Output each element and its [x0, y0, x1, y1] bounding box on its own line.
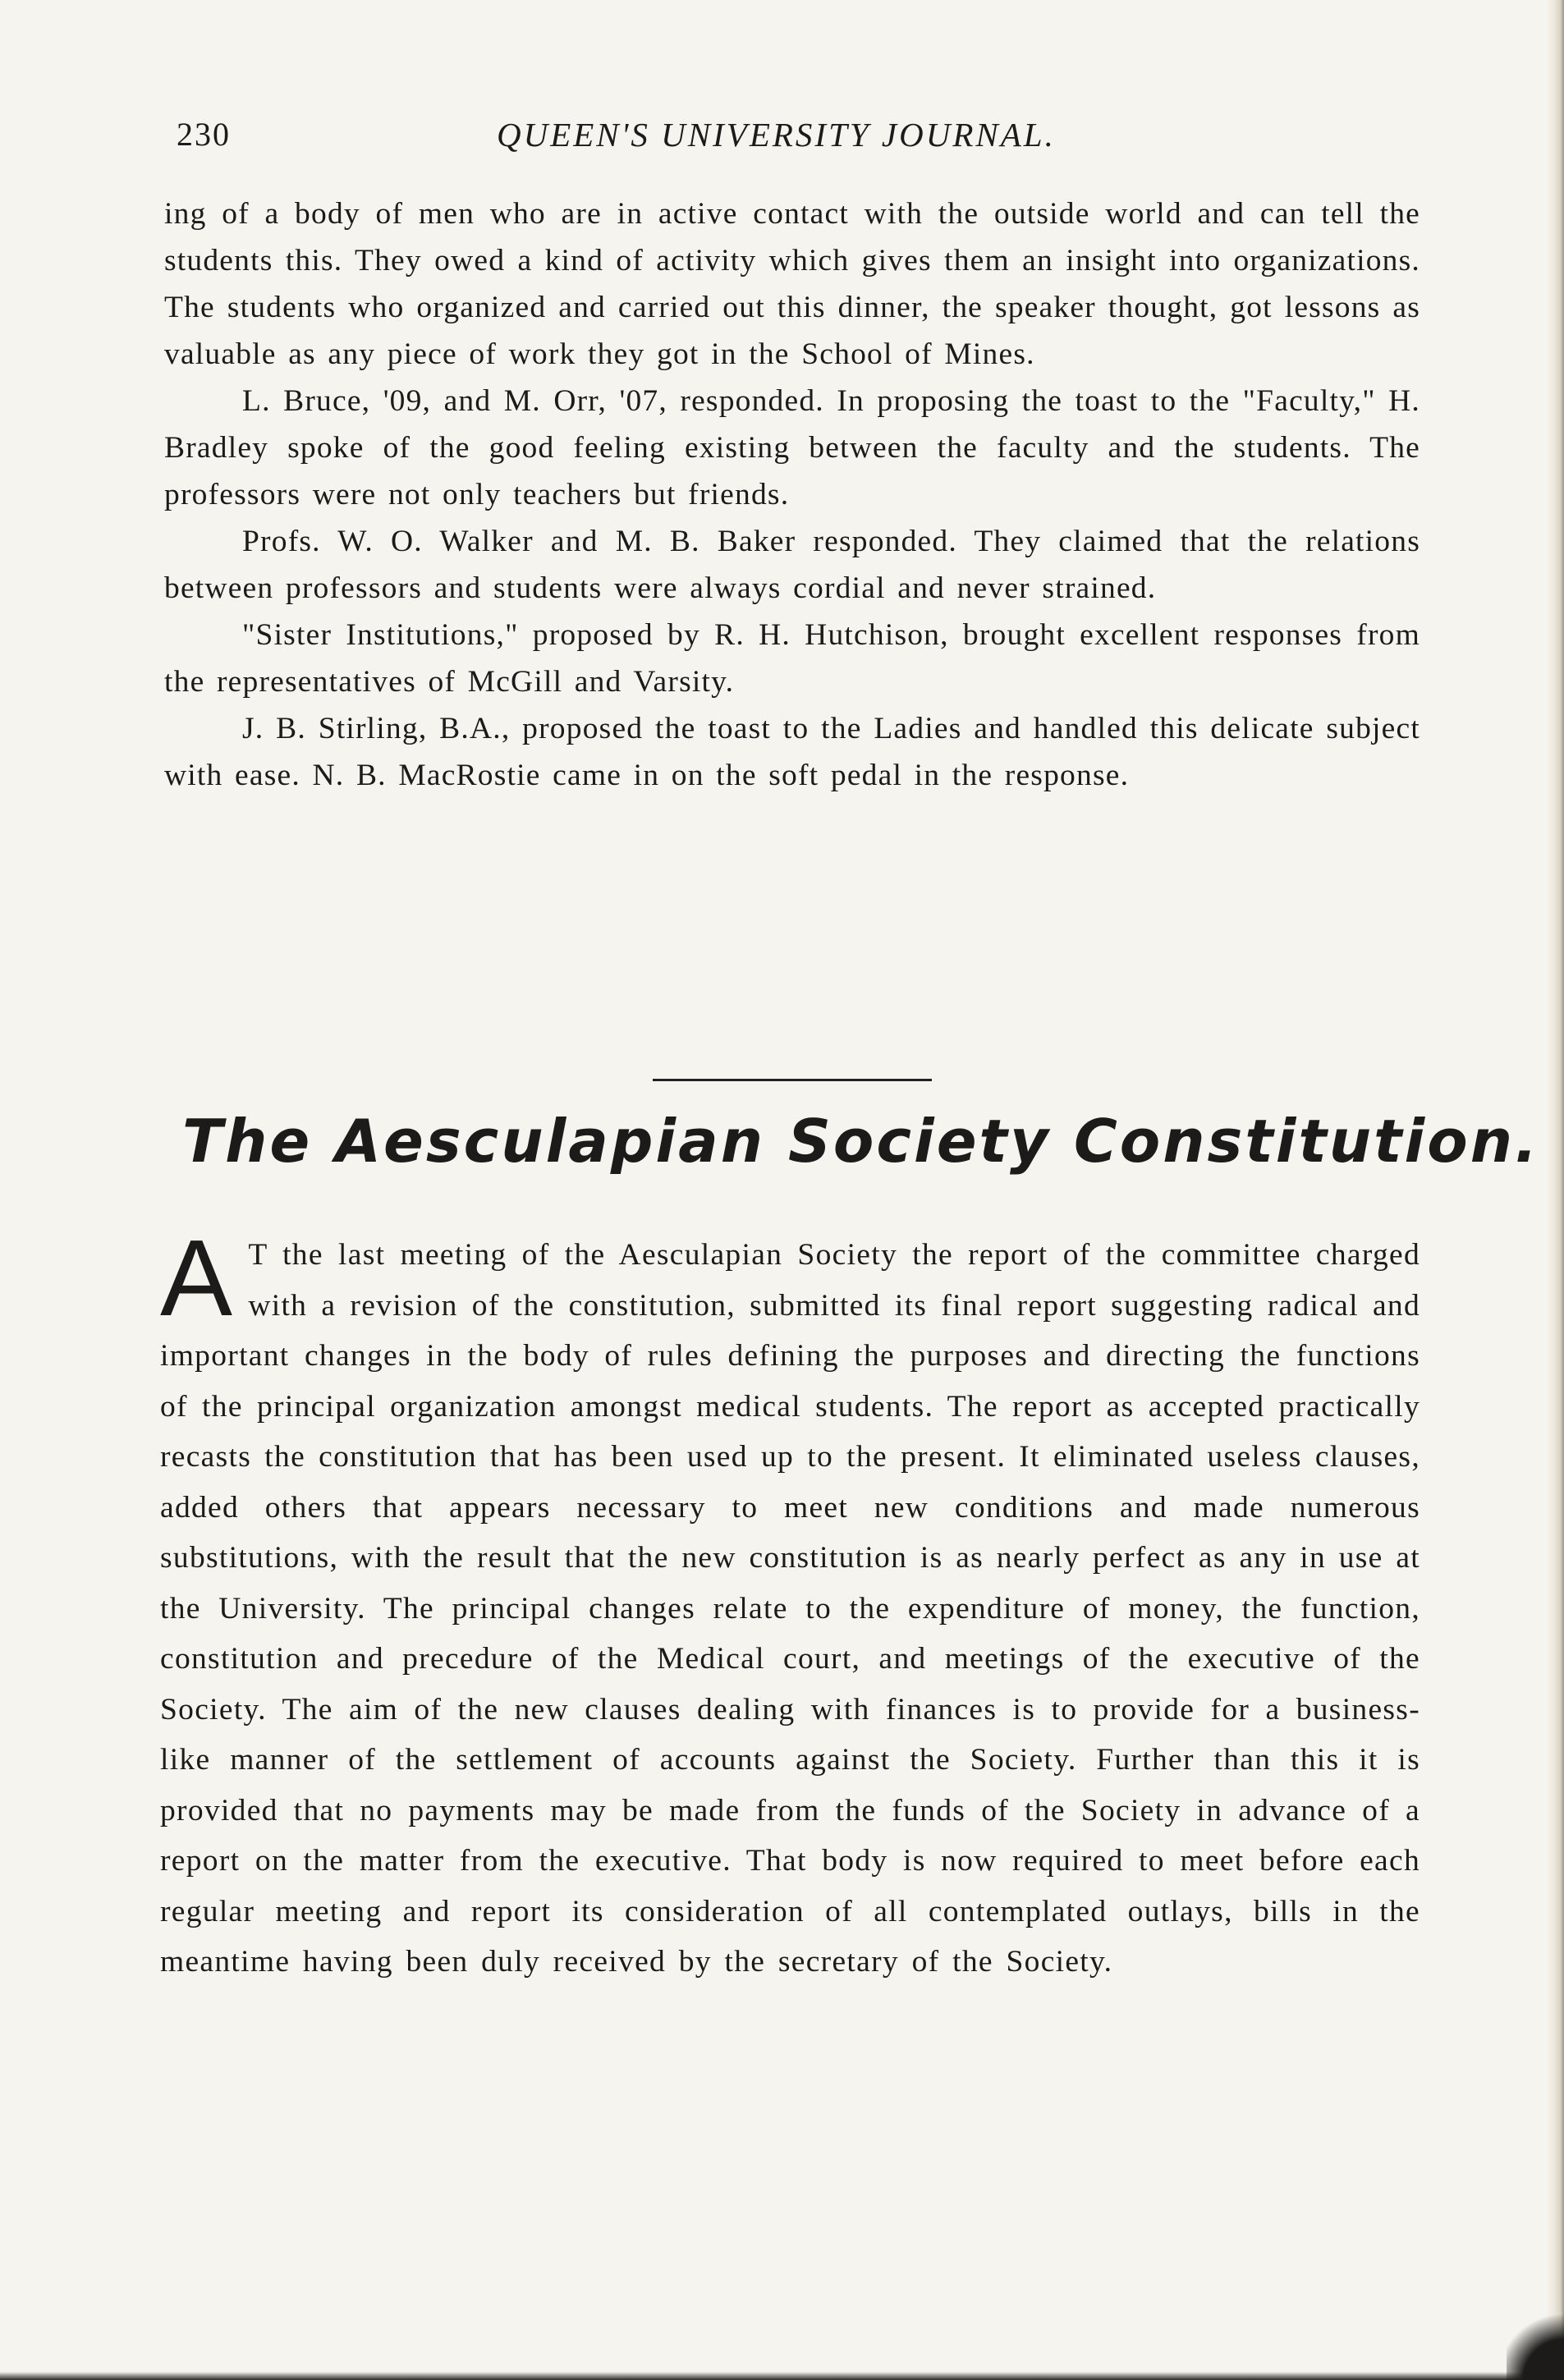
paragraph: Profs. W. O. Walker and M. B. Baker responded. They claimed that the relations between professors and students were always cordial and never strained.: [164, 525, 1420, 605]
section-title: The Aesculapian Society Constitution.: [182, 1107, 1540, 1176]
page-edge-shadow: [1546, 0, 1564, 2380]
continued-article: [164, 190, 1420, 799]
page-bottom-edge: [0, 2372, 1564, 2380]
section-divider: [653, 1079, 932, 1081]
page-corner-curl: [1507, 2290, 1564, 2380]
article-text: T the last meeting of the Aesculapian Society the report of the committee charged with a revision of the constitution, submitted its final report suggesting radical and important changes in the body of rules defining the purposes and directing the functions of the principal organization amongst medical students. The report as accepted practically recasts the constitution that has been used up to the present. It eliminated useless clauses, added others that appears necessary to meet new conditions and made numerous substitutions, with the result that the new constitution is as nearly perfect as any in use at the University. The principal changes relate to the expenditure of money, the function, constitution and precedure of the Medical court, and meetings of the executive of the Society. The aim of the new clauses dealing with finances is to provide for a business-like manner of the settlement of accounts against the Society. Further than this it is provided that no payments may be made from the funds of the Society in advance of a report on the matter from the executive. That body is now required to meet before each regular meeting and report its consideration of all contemplated outlays, bills in the meantime having been duly received by the secretary of the Society.: [160, 1238, 1420, 1979]
drop-cap: A: [160, 1218, 234, 1338]
paragraph: "Sister Institutions," proposed by R. H. Hutchison, brought excellent responses from the representatives of McGill and Varsity.: [164, 618, 1420, 699]
paragraph: L. Bruce, '09, and M. Orr, '07, responded. In proposing the toast to the "Faculty," H. Bradley spoke of the good feeling existing between the faculty and the students. The professors were not only teachers but friends.: [164, 384, 1420, 511]
paragraph: [160, 1218, 1420, 1988]
page-header: [177, 115, 1420, 172]
paragraph: ing of a body of men who are in active contact with the outside world and can tell the students this. They owed a kind of activity which gives them an insight into organizations. The students who organized and carried out this dinner, the speaker thought, got lessons as valuable as any piece of work they got in the School of Mines.: [164, 197, 1420, 371]
paragraph: J. B. Stirling, B.A., proposed the toast to the Ladies and handled this delicate subject with ease. N. B. MacRostie came in on the soft pedal in the response.: [164, 712, 1420, 792]
journal-title: QUEEN'S UNIVERSITY JOURNAL.: [497, 116, 1056, 154]
page-number: 230: [177, 116, 231, 153]
article-body: [160, 1218, 1420, 1988]
